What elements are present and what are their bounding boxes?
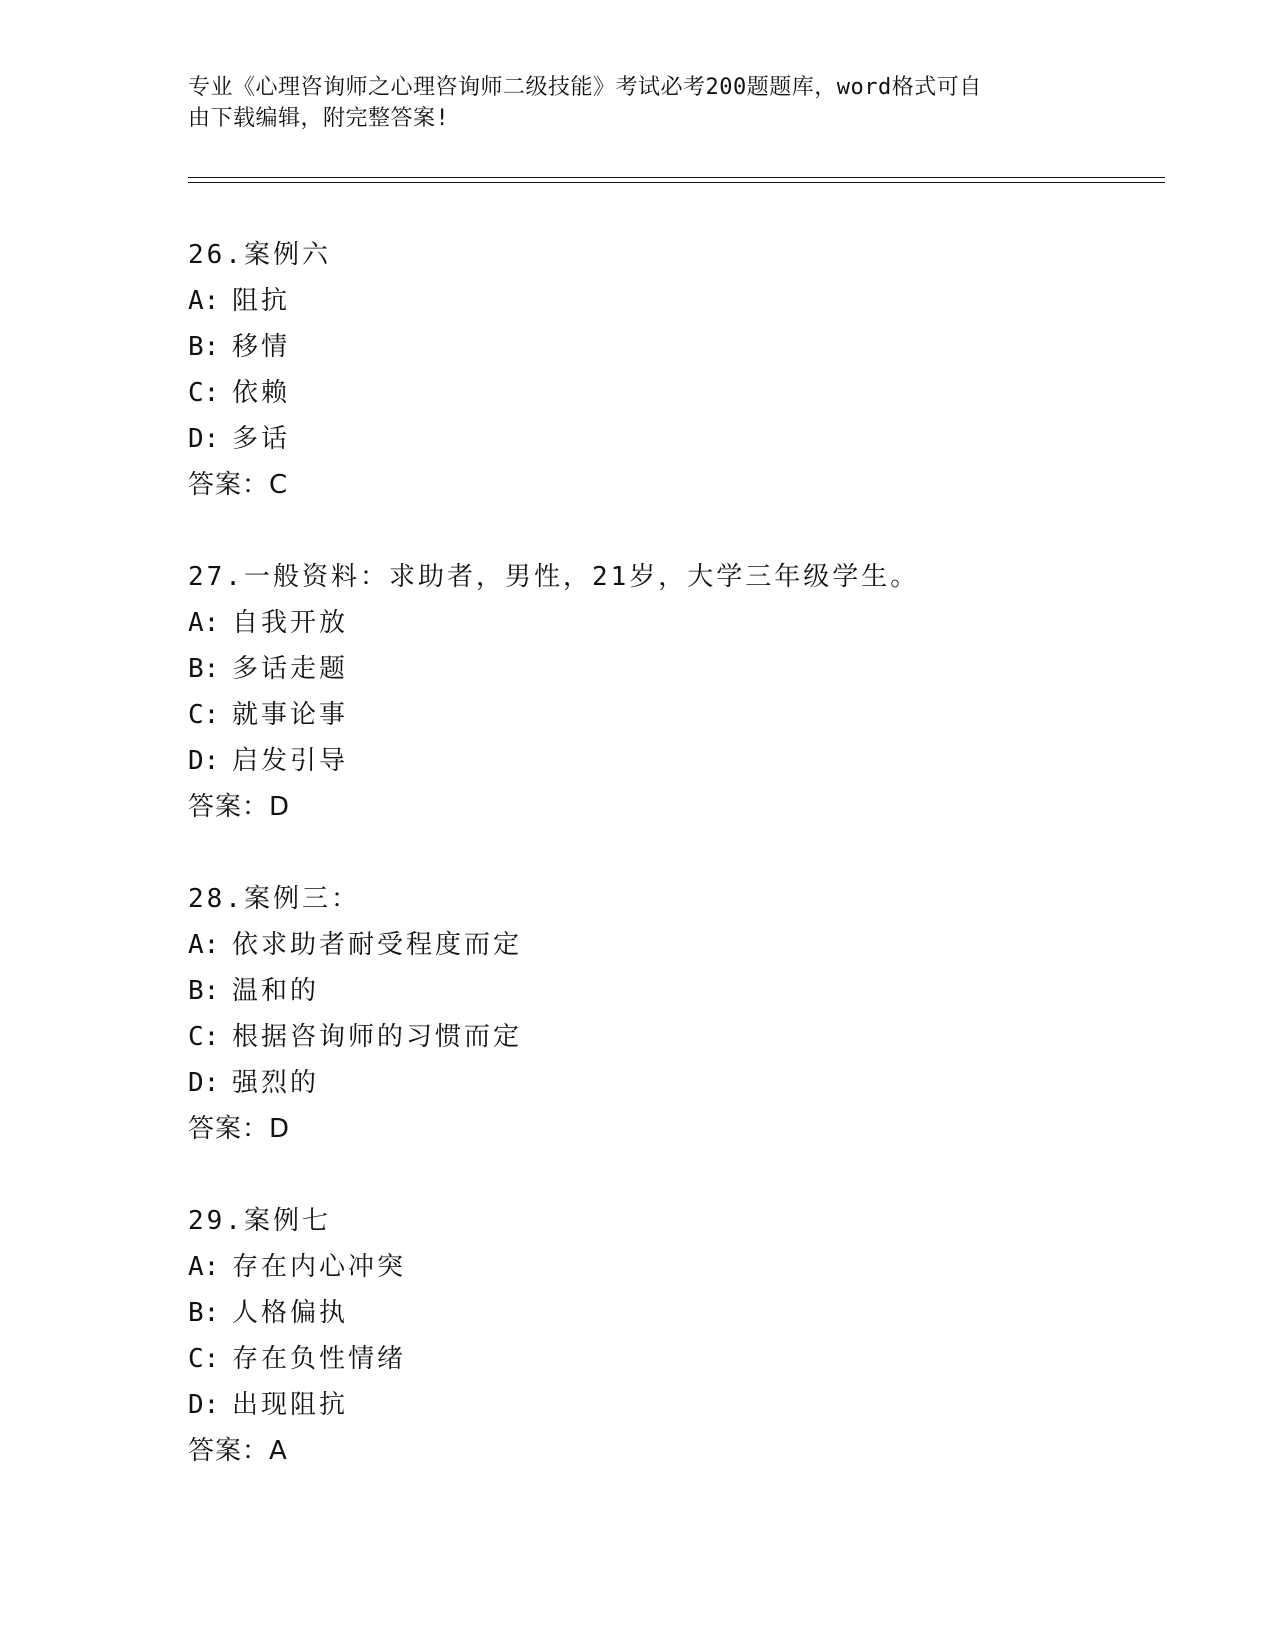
question-item — [188, 876, 1168, 1152]
option-text: 自我开放 — [232, 608, 349, 638]
question-stem: 29.案例七 — [188, 1206, 331, 1236]
option-c — [188, 692, 1168, 738]
option-c — [188, 1014, 1168, 1060]
header-divider-top — [188, 177, 1165, 178]
option-text: 启发引导 — [232, 746, 349, 776]
question-stem: 28.案例三： — [188, 884, 360, 914]
option-key: A: — [188, 930, 220, 960]
option-key: B: — [188, 976, 220, 1006]
option-key: B: — [188, 654, 220, 684]
question-item — [188, 1198, 1168, 1474]
option-d — [188, 738, 1168, 784]
option-key: D: — [188, 1390, 220, 1420]
question-item — [188, 232, 1168, 508]
option-text: 阻抗 — [232, 286, 291, 316]
option-a — [188, 278, 1168, 324]
option-b — [188, 646, 1168, 692]
option-key: B: — [188, 332, 220, 362]
header-line-2: 由下载编辑，附完整答案! — [188, 106, 450, 131]
option-c — [188, 370, 1168, 416]
option-text: 多话 — [232, 424, 291, 454]
option-text: 依赖 — [232, 378, 291, 408]
option-key: C: — [188, 1344, 220, 1374]
option-key: C: — [188, 700, 220, 730]
option-b — [188, 324, 1168, 370]
option-text: 存在内心冲突 — [232, 1252, 407, 1282]
option-key: A: — [188, 286, 220, 316]
option-key: D: — [188, 746, 220, 776]
option-text: 多话走题 — [232, 654, 349, 684]
option-text: 人格偏执 — [232, 1298, 349, 1328]
option-a — [188, 600, 1168, 646]
document-header — [188, 72, 1088, 134]
option-b — [188, 968, 1168, 1014]
option-a — [188, 1244, 1168, 1290]
question-stem: 26.案例六 — [188, 240, 331, 270]
option-text: 根据咨询师的习惯而定 — [232, 1022, 523, 1052]
option-text: 强烈的 — [232, 1068, 320, 1098]
option-key: C: — [188, 378, 220, 408]
option-key: C: — [188, 1022, 220, 1052]
header-divider-bottom — [188, 182, 1165, 183]
option-key: A: — [188, 1252, 220, 1282]
option-key: A: — [188, 608, 220, 638]
option-a — [188, 922, 1168, 968]
option-d — [188, 1382, 1168, 1428]
option-d — [188, 1060, 1168, 1106]
option-b — [188, 1290, 1168, 1336]
question-stem: 27.一般资料：求助者，男性，21岁，大学三年级学生。 — [188, 562, 920, 592]
option-key: D: — [188, 424, 220, 454]
answer-line: 答案：A — [188, 1436, 288, 1466]
option-c — [188, 1336, 1168, 1382]
answer-line: 答案：D — [188, 1114, 291, 1144]
option-text: 出现阻抗 — [232, 1390, 349, 1420]
header-line-1: 专业《心理咨询师之心理咨询师二级技能》考试必考200题题库，word格式可自 — [188, 75, 982, 100]
option-text: 温和的 — [232, 976, 320, 1006]
option-text: 移情 — [232, 332, 291, 362]
option-text: 存在负性情绪 — [232, 1344, 407, 1374]
answer-line: 答案：D — [188, 792, 291, 822]
option-text: 就事论事 — [232, 700, 349, 730]
option-key: D: — [188, 1068, 220, 1098]
option-d — [188, 416, 1168, 462]
question-item — [188, 554, 1168, 830]
question-list — [188, 232, 1168, 1520]
answer-line: 答案：C — [188, 470, 289, 500]
option-text: 依求助者耐受程度而定 — [232, 930, 523, 960]
option-key: B: — [188, 1298, 220, 1328]
